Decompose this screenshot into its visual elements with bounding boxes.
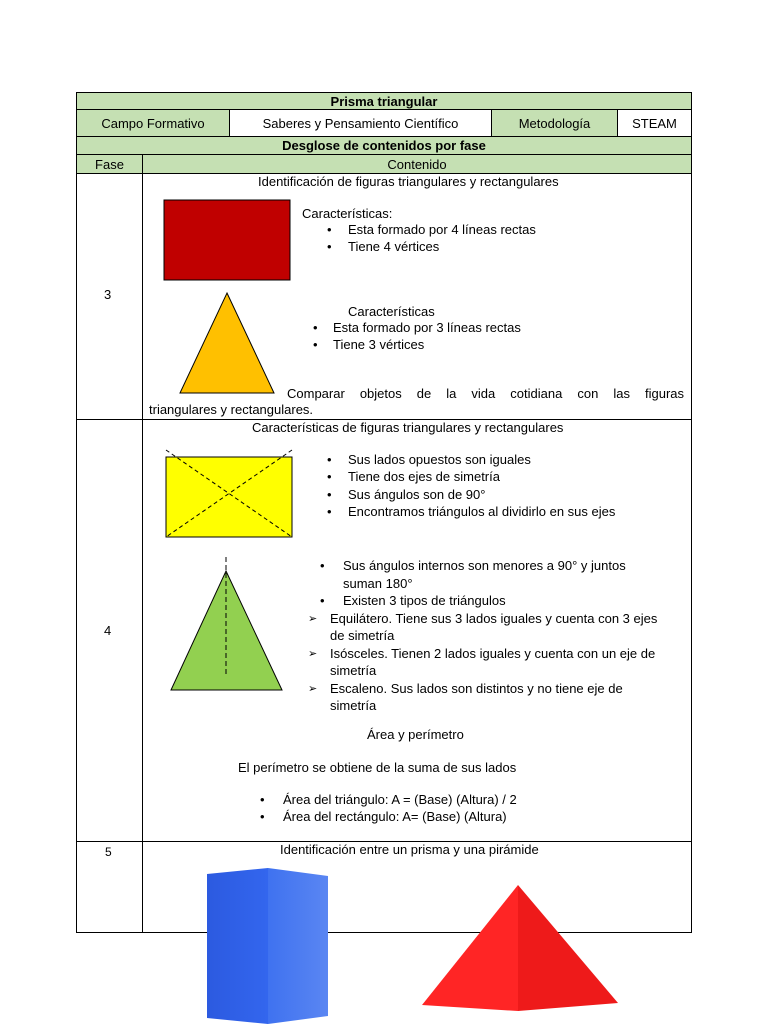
triangle-type-line1: Equilátero. Tiene sus 3 lados iguales y cuenta con 3 ejes (330, 611, 658, 626)
phase-3-tri-heading: Características (348, 304, 435, 319)
bullet-icon: • (327, 469, 332, 484)
column-header-contenido: Contenido (142, 154, 692, 174)
phase-4-rect-bullet: Sus lados opuestos son iguales (348, 452, 531, 467)
green-triangle (169, 555, 285, 693)
phase-3-compare-line2: triangulares y rectangulares. (149, 402, 314, 417)
phase-5-title: Identificación entre un prisma y una pirámide (280, 842, 539, 857)
phase-3-number: 3 (104, 287, 112, 302)
phase-4-rect-bullet: Sus ángulos son de 90° (348, 487, 486, 502)
phase-3-rect-bullet: Esta formado por 4 líneas rectas (348, 222, 536, 237)
area-perimetro-title: Área y perímetro (367, 727, 464, 742)
bullet-icon: • (327, 452, 332, 467)
bullet-icon: • (327, 487, 332, 502)
desglose-heading: Desglose de contenidos por fase (76, 136, 692, 155)
phase-4-rect-bullet: Tiene dos ejes de simetría (348, 469, 500, 484)
pyramid-right-face (518, 885, 618, 1011)
yellow-rectangle-shape (166, 457, 292, 537)
triangle-type-line1: Isósceles. Tienen 2 lados iguales y cuenta con un eje de (330, 646, 656, 661)
metodologia-label: Metodología (491, 109, 618, 137)
phase-3-title: Identificación de figuras triangulares y rectangulares (258, 174, 559, 189)
red-rectangle-shape (164, 200, 290, 280)
prism-left-face (207, 868, 268, 1024)
phase-4-title: Características de figuras triangulares y rectangulares (252, 420, 564, 435)
perimetro-text: El perímetro se obtiene de la suma de sus lados (238, 760, 517, 775)
bullet-icon: • (260, 792, 265, 807)
red-pyramid (420, 883, 620, 1013)
phase-3-tri-bullet: Esta formado por 3 líneas rectas (333, 320, 521, 335)
arrow-bullet-icon: ➢ (308, 613, 318, 625)
bullet-icon: • (320, 558, 325, 573)
phase-4-rect-bullet: Encontramos triángulos al dividirlo en sus ejes (348, 504, 616, 519)
triangle-type-line2: de simetría (330, 628, 395, 643)
column-header-fase: Fase (76, 154, 143, 174)
triangle-type-line2: simetría (330, 663, 377, 678)
pyramid-left-face (422, 885, 518, 1011)
red-rectangle (163, 199, 291, 281)
bullet-icon: • (327, 504, 332, 519)
phase-3-rect-bullet: Tiene 4 vértices (348, 239, 440, 254)
arrow-bullet-icon: ➢ (308, 648, 318, 660)
phase-4-tri-bullet-2: Existen 3 tipos de triángulos (343, 593, 506, 608)
campo-formativo-label: Campo Formativo (76, 109, 230, 137)
yellow-rectangle (163, 449, 295, 541)
triangle-type-line2: simetría (330, 698, 377, 713)
triangle-type-line1: Escaleno. Sus lados son distintos y no tiene eje de (330, 681, 623, 696)
orange-triangle-shape (180, 293, 274, 393)
phase-4-tri-bullet-1-line2: suman 180° (343, 576, 413, 591)
formula-rectangle: Área del rectángulo: A= (Base) (Altura) (283, 809, 507, 824)
bullet-icon: • (313, 320, 318, 335)
arrow-bullet-icon: ➢ (308, 683, 318, 695)
bullet-icon: • (313, 337, 318, 352)
prism-right-face (268, 868, 328, 1024)
orange-triangle (178, 291, 276, 395)
bullet-icon: • (320, 593, 325, 608)
metodologia-value: STEAM (617, 109, 692, 137)
phase-3-compare-line1: Comparar objetos de la vida cotidiana con las figuras (287, 386, 684, 401)
formula-triangle: Área del triángulo: A = (Base) (Altura) / 2 (283, 792, 517, 807)
phase-3-rect-heading: Características: (302, 206, 393, 221)
phase-3-tri-bullet: Tiene 3 vértices (333, 337, 425, 352)
blue-prism (204, 866, 330, 1026)
campo-formativo-value: Saberes y Pensamiento Científico (229, 109, 492, 137)
document-title: Prisma triangular (76, 92, 692, 110)
bullet-icon: • (327, 239, 332, 254)
bullet-icon: • (327, 222, 332, 237)
phase-4-tri-bullet-1-line1: Sus ángulos internos son menores a 90° y juntos (343, 558, 626, 573)
bullet-icon: • (260, 809, 265, 824)
phase-5-number: 5 (105, 845, 112, 859)
phase-4-number: 4 (104, 623, 112, 638)
